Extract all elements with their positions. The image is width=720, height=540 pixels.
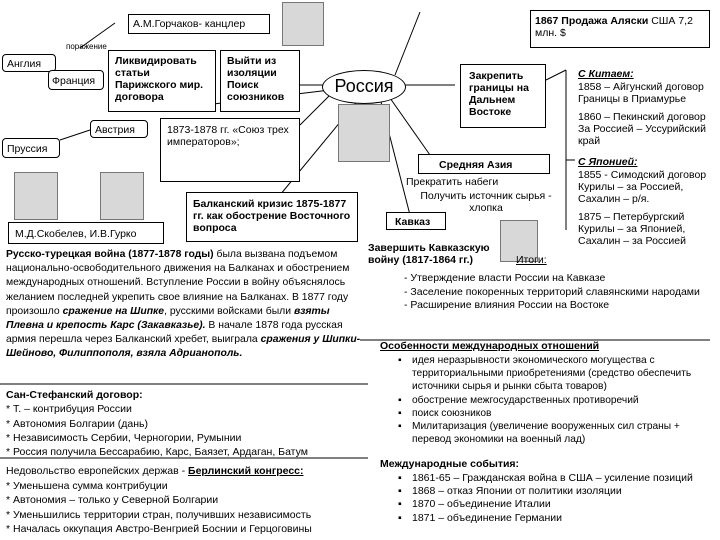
features-item: ▪ поиск союзников (412, 407, 708, 420)
borders-box (460, 64, 546, 128)
gorchakov-box (128, 14, 270, 34)
alexander-portrait (338, 104, 390, 162)
berlin-congress: Берлинский конгресс: (188, 465, 304, 477)
international-list (398, 472, 708, 525)
berlin-intro: Недовольство европейских держав - (6, 465, 189, 477)
sanstefano-title: Сан-Стефанский договор: (6, 389, 143, 401)
defeat-label: поражение (66, 42, 107, 51)
international-title: Международные события: (380, 458, 520, 470)
berlin-item: * Уменьшена сумма контрибуции (6, 479, 168, 492)
war-battles: сражения у Шипки-Шейново, Филиппополя, взяла Адрианополь. (6, 334, 361, 360)
prussia-label: Пруссия (7, 143, 48, 155)
central-asia-box (418, 154, 550, 174)
war-plevna: взяты Плевна и крепость Карс (Закавказье). (6, 305, 330, 332)
results-item: - Заселение покоренных территорий славянскими народами (404, 285, 700, 298)
results-item: - Утверждение власти России на Кавказе (404, 272, 606, 284)
exit-isolation-box (220, 50, 300, 112)
international-item: ▪ 1861-65 – Гражданская война в США – усиление позиций (412, 472, 708, 485)
features-item: ▪ Милитаризация (увеличение вооруженных сил страны + перевод экономики на военный лад) (412, 420, 708, 446)
war-text-3: В начале 1878 года русская армия перешла через Балканский хребет, выиграла (6, 320, 343, 346)
berlin-item: * Автономия – только у Северной Болгарии (6, 494, 219, 507)
war-text-2: , русскими войсками были (164, 305, 294, 317)
exit-isolation-label: Выйти из изоляции Поиск союзников (227, 55, 285, 103)
china-item: 1858 – Айгунский договор Границы в Приамурье (578, 81, 704, 105)
liquidate-label: Ликвидировать статьи Парижского мир. договора (115, 55, 204, 103)
england-label: Англия (7, 58, 42, 70)
war-paragraph (6, 248, 364, 362)
central-asia-label: Средняя Азия (439, 159, 513, 171)
sanstefano-block (6, 388, 366, 459)
austria-box (90, 120, 148, 138)
japan-item: 1875 – Петербургский Курилы – за Японией, Сахалин – за Россией (578, 211, 686, 247)
results-title: Итоги: (516, 254, 547, 266)
berlin-item: * Началась оккупация Австро-Венгрией Боснии и Герцоговины (6, 523, 312, 536)
japan-item: 1855 - Симодский договор Курилы – за Россией, Сахалин – р/я. (578, 169, 707, 205)
international-item: ▪ 1871 – объединение Германии (412, 512, 708, 525)
berlin-block (6, 464, 370, 537)
borders-label: Закрепить границы на Дальнем Востоке (469, 70, 529, 118)
china-title: С Китаем: (578, 68, 634, 80)
features-title: Особенности международных отношений (380, 340, 600, 352)
generals-label: М.Д.Скобелев, И.В.Гурко (15, 228, 137, 240)
union-box (160, 118, 300, 182)
international-item: ▪ 1868 – отказ Японии от политики изоляции (412, 485, 708, 498)
features-item: ▪ идея неразрывности экономического могущества с территориальными приобретениями (средство обеспечить источники сырья и рынки сбыта товаров) (412, 354, 708, 394)
russia-label: Россия (334, 76, 394, 96)
war-shipka: сражение на Шипке (62, 305, 165, 317)
berlin-item: * Уменьшились территории стран, получивших независимость (6, 508, 312, 521)
russia-ellipse (322, 70, 406, 104)
alaska-rest: США 7,2 млн. $ (535, 15, 693, 39)
caucasus-box (386, 212, 446, 230)
japan-title: С Японией: (578, 156, 638, 168)
alaska-bold: 1867 Продажа Аляски (535, 15, 649, 27)
features-item: ▪ обострение межгосударственных противоречий (412, 394, 708, 407)
alaska-box (530, 10, 710, 48)
results-list (404, 272, 704, 313)
generals-box (8, 222, 164, 244)
caucasus-war: Завершить Кавказскую войну (1817-1864 гг.) (368, 242, 490, 266)
war-title: Русско-турецкая война (1877-1878 годы) (6, 249, 214, 260)
gorchakov-portrait (282, 2, 324, 46)
sanstefano-item: * Независимость Сербии, Черногории, Румынии (6, 431, 242, 444)
international-item: ▪ 1870 – объединение Италии (412, 498, 708, 511)
china-block (578, 68, 718, 147)
france-label: Франция (52, 75, 96, 87)
features-list (398, 354, 708, 446)
skobelev-portrait (14, 172, 58, 220)
austria-label: Австрия (95, 124, 135, 136)
gurko-portrait (100, 172, 144, 220)
sanstefano-item: * Т. – контрибуция России (6, 403, 132, 416)
raw-cotton: Получить источник сырья - хлопка (420, 190, 552, 214)
prussia-box (2, 138, 60, 158)
balkan-label: Балканский кризис 1875-1877 гг. как обострение Восточного вопроса (193, 198, 351, 234)
sanstefano-item: * Россия получила Бессарабию, Карс, Баязет, Ардаган, Батум (6, 446, 308, 459)
china-item: 1860 – Пекинский договор За Россией – Уссурийский край (578, 111, 706, 147)
gorchakov-label: А.М.Горчаков- канцлер (133, 18, 246, 30)
results-item: - Расширение влияния России на Востоке (404, 299, 610, 311)
stop-raids: Прекратить набеги (406, 176, 499, 188)
war-text-1: была вызвана подъемом национально-освободительного движения на Балканах и обострением международных отношений. Вступление России в войну объяснялось желанием последней укрепить свое влияние на Балканах. В 1877 году произошло (6, 249, 350, 317)
union-label: 1873-1878 гг. «Союз трех императоров»; (167, 124, 289, 148)
caucasus-label: Кавказ (395, 216, 431, 228)
sanstefano-item: * Автономия Болгарии (дань) (6, 417, 148, 430)
france-box (48, 70, 104, 90)
england-box (2, 54, 56, 72)
balkan-box (186, 192, 358, 242)
japan-block (578, 156, 718, 247)
liquidate-box (108, 50, 216, 112)
